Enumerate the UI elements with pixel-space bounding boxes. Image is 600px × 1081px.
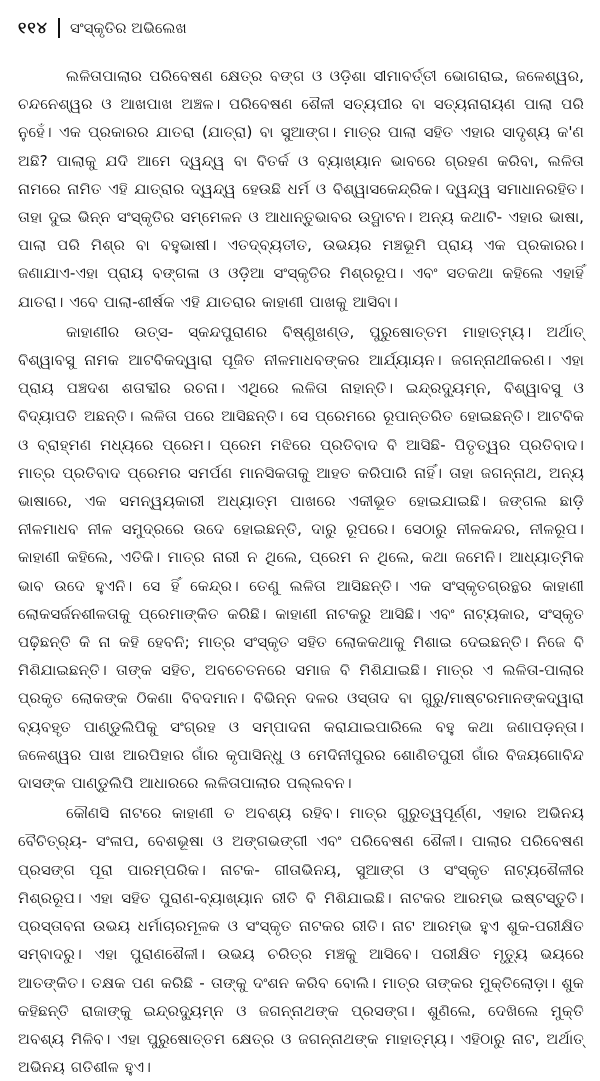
paragraph: କୌଣସି ନାଟରେ କାହାଣୀ ତ ଅବଶ୍ୟ ରହିବ। ମାତ୍ର ଗୁରୁତ୍ୱପୂର୍ଣ୍ଣ, ଏହାର ଅଭିନୟ ବୈଚିତ୍ର୍ୟ- ସଂଳାପ, ବେଶଭୂଷା ଓ ଅଙ୍ଗଭଙ୍ଗୀ ଏବଂ ପରିବେଷଣ ଶୈଳୀ। ପାଲାର ପରିବେଷଣ ପ୍ରସଙ୍ଗ ପୂରା ପାରମ୍ପରିକ। ନାଟକ- ଗୀତାଭିନୟ, ସୁଆଙ୍ଗ ଓ ସଂସ୍କୃତ ନାଟ୍ୟଶୈଳୀର ମିଶ୍ରରୂପ। ଏହା ସହିତ ପୁରାଣ-ବ୍ୟାଖ୍ୟାନ ରୀତି ବି ମିଶିଯାଇଛି। ନାଟକର ଆରମ୍ଭ ଇଷ୍ଟସ୍ତୁତି। ପ୍ରସ୍ତାବନା ଉଭୟ ଧର୍ମାଚାରମୂଳକ ଓ ସଂସ୍କୃତ ନାଟକର ରୀତି। ନାଟ ଆରମ୍ଭ ହୁଏ ଶୁକ-ପରୀକ୍ଷିତ ସମ୍ବାଦରୁ। ଏହା ପୁରାଣଶୈଳୀ। ଉଭୟ ଚରିତ୍ର ମଞ୍ଚକୁ ଆସିବେ। ପରୀକ୍ଷିତ ମୃତ୍ୟୁ ଭୟରେ ଆତଙ୍କିତ। ତକ୍ଷକ ପଣ କରିଛି - ତାଙ୍କୁ ଦଂଶନ କରିବ ବୋଲି। ମାତ୍ର ତାଙ୍କର ମୁକ୍ତିଲୋଡ଼ା। ଶୁକ କହିଛନ୍ତି ରାଜାଙ୍କୁ ଇନ୍ଦ୍ରଦ୍ୟୁମ୍ନ ଓ ଜଗନ୍ନାଥଙ୍କ ପ୍ରସଙ୍ଗ। ଶୁଣିଲେ, ଦେଖିଲେ ମୁକ୍ତି ଅବଶ୍ୟ ମିଳିବ। ଏହା ପୁରୁଷୋତ୍ତମ କ୍ଷେତ୍ର ଓ ଜଗନ୍ନାଥଙ୍କ ମାହାତ୍ମ୍ୟ। ଏହିଠାରୁ ନାଟ, ଅର୍ଥାତ୍ ଅଭିନୟ ଗତିଶୀଳ ହୁଏ। xyxy=(18,804,584,1077)
paragraph: କାହାଣୀର ଉତ୍ସ- ସ୍କନ୍ଦପୁରାଣର ବିଷ୍ଣୁଖଣ୍ଡ, ପୁରୁଷୋତ୍ତମ ମାହାତ୍ମ୍ୟ। ଅର୍ଥାତ୍ ବିଶ୍ୱାବସୁ ନାମକ ଆଟବିକଦ୍ୱାରା ପୂଜିତ ନୀଳମାଧବଙ୍କର ଆର୍ଯ୍ୟାୟନ। ଜଗନ୍ନାଥୀକରଣ। ଏହା ପ୍ରାୟ ପଞ୍ଚଦଶ ଶତାବ୍ଦୀର ରଚନା। ଏଥିରେ ଲଳିତା ନାହାନ୍ତି। ଇନ୍ଦ୍ରଦ୍ୟୁମ୍ନ, ବିଶ୍ୱାବସୁ ଓ ବିଦ୍ୟାପତି ଅଛନ୍ତି। ଲଳିତା ପରେ ଆସିଛନ୍ତି। ସେ ପ୍ରେମରେ ରୂପାନ୍ତରିତ ହୋଇଛନ୍ତି। ଆଟବିକ ଓ ବ୍ରାହ୍ମଣ ମଧ୍ୟରେ ପ୍ରେମ। ପ୍ରେମ ମଝିରେ ପ୍ରତିବାଦ ବି ଆସିଛି- ପିତୃତ୍ୱର ପ୍ରତିବାଦ। ମାତ୍ର ପ୍ରତିବାଦ ପ୍ରେମର ସମର୍ପଣ ମାନସିକତାକୁ ଆହତ କରିପାରି ନାହିଁ। ତାହା ଜଗନ୍ନାଥ, ଅନ୍ୟ ଭାଷାରେ, ଏକ ସମନ୍ୱୟକାରୀ ଅଧ୍ୟାତ୍ମ ପାଖରେ ଏକୀଭୂତ ହୋଇଯାଇଛି। ଜଙ୍ଗଲ ଛାଡ଼ି ନୀଳମାଧବ ନୀଳ ସମୁଦ୍ରରେ ଉଦେ ହୋଇଛନ୍ତି, ଦାରୁ ରୂପରେ। ସେଠାରୁ ନୀଳକନ୍ଦର, ନୀଳରୂପ। କାହାଣୀ କହିଲେ, ଏତିକି। ମାତ୍ର ନାରୀ ନ ଥିଲେ, ପ୍ରେମ ନ ଥିଲେ, କଥା ଜମେନି। ଆଧ୍ୟାତ୍ମିକ ଭାବ ଉଦେ ହୁଏନି। ସେ ହିଁ କେନ୍ଦ୍ର। ତେଣୁ ଲଳିତା ଆସିଛନ୍ତି। ଏକ ସଂସ୍କୃତଗ୍ରନ୍ଥର କାହାଣୀ ଲୋକସର୍ଜନଶୀଳତାକୁ ପ୍ରେମାଙ୍କିତ କରିଛି। କାହାଣୀ ନାଟକରୁ ଆସିଛି। ଏବଂ ନାଟ୍ୟକାର, ସଂସ୍କୃତ ପଢ଼ିଛନ୍ତି କି ନା କହି ହେବନି; ମାତ୍ର ସଂସ୍କୃତ ସହିତ ଲୋକକଥାକୁ ମିଶାଇ ଦେଇଛନ୍ତି। ନିଜେ ବି ମିଶିଯାଇଛନ୍ତି। ତାଙ୍କ ସହିତ, ଅବଚେତନରେ ସମାଜ ବି ମିଶିଯାଇଛି। ମାତ୍ର ଏ ଲଳିତା-ପାଲାର ପ୍ରକୃତ ଲୋକଙ୍କ ଠିକଣା ବିବଦମାନ। ବିଭିନ୍ନ ଦଳର ଓସ୍ତାଦ ବା ଗୁରୁ/ମାଷ୍ଟରମାନଙ୍କଦ୍ୱାରା ବ୍ୟବହୃତ ପାଣ୍ଡୁଲିପିକୁ ସଂଗ୍ରହ ଓ ସମ୍ପାଦନା କରାଯାଇପାରିଲେ ବହୁ କଥା ଜଣାପଡ଼ନ୍ତା। ଜଳେଶ୍ୱର ପାଖ ଆରପିହାର ଗାଁର କୃପାସିନ୍ଧୁ ଓ ମେଦିନୀପୁରର ଶୋଣିତପୁରୀ ଗାଁର ବିଜୟଗୋବିନ୍ଦ ଦାସଙ୍କ ପାଣ୍ଡୁଲିପି ଆଧାରରେ ଲଳିତାପାଲାର ପଲ୍ଲବନ। xyxy=(18,322,584,793)
running-title: ସଂସ୍କୃତିର ଅଭିଲେଖ xyxy=(69,19,187,37)
header-divider xyxy=(58,18,60,38)
page-number: ୧୧୪ xyxy=(18,18,48,37)
page-header xyxy=(18,14,584,42)
body-text xyxy=(18,62,584,1081)
paragraph: ଲଳିତାପାଲାର ପରିବେଷଣ କ୍ଷେତ୍ର ବଙ୍ଗ ଓ ଓଡ଼ିଶା ସୀମାବର୍ତ୍ତୀ ଭୋଗରାଇ, ଜଳେଶ୍ୱର, ଚନ୍ଦନେଶ୍ୱର ଓ ଆଖପାଖ ଅଞ୍ଚଳ। ପରିବେଷଣ ଶୈଳୀ ସତ୍ୟପୀର ବା ସତ୍ୟନାରାୟଣ ପାଲା ପରି ନୁହେଁ। ଏକ ପ୍ରକାରର ଯାତରା (ଯାତ୍ରା) ବା ସୁଆଙ୍ଗ। ମାତ୍ର ପାଲା ସହିତ ଏହାର ସାଦୃଶ୍ୟ କ'ଣ ଅଛି? ପାଲାକୁ ଯଦି ଆମେ ଦ୍ୱନ୍ଦ୍ୱ ବା ବିତର୍କ ଓ ବ୍ୟାଖ୍ୟାନ ଭାବରେ ଗ୍ରହଣ କରିବା, ଲଳିତା ନାମରେ ନାମିତ ଏହି ଯାତ୍ରାର ଦ୍ୱନ୍ଦ୍ୱ ହେଉଛି ଧର୍ମ ଓ ବିଶ୍ୱାସକେନ୍ଦ୍ରିକ। ଦ୍ୱନ୍ଦ୍ୱ ସମାଧାନରହିତ। ତାହା ଦୁଇ ଭିନ୍ନ ସଂସ୍କୃତିର ସମ୍ମେଳନ ଓ ଆଧାନ୍ତୁଭାବର ଉଦ୍ଘାଟନ। ଅନ୍ୟ କଥାଟି- ଏହାର ଭାଷା, ପାଲା ପରି ମିଶ୍ର ବା ବହୁଭାଷୀ। ଏତଦ୍‌ବ୍ୟତୀତ, ଉଭୟର ମଞ୍ଚଭୂମି ପ୍ରାୟ ଏକ ପ୍ରକାରର। ଜଣାଯାଏ-ଏହା ପ୍ରାୟ ବଙ୍ଗଳା ଓ ଓଡ଼ିଆ ସଂସ୍କୃତିର ମିଶ୍ରରୂପ। ଏବଂ ସତକଥା କହିଲେ ଏହାହିଁ ଯାତରା। ଏବେ ପାଲା-ଶୀର୍ଷକ ଏହି ଯାତରାର କାହାଣୀ ପାଖକୁ ଆସିବା। xyxy=(18,67,584,311)
